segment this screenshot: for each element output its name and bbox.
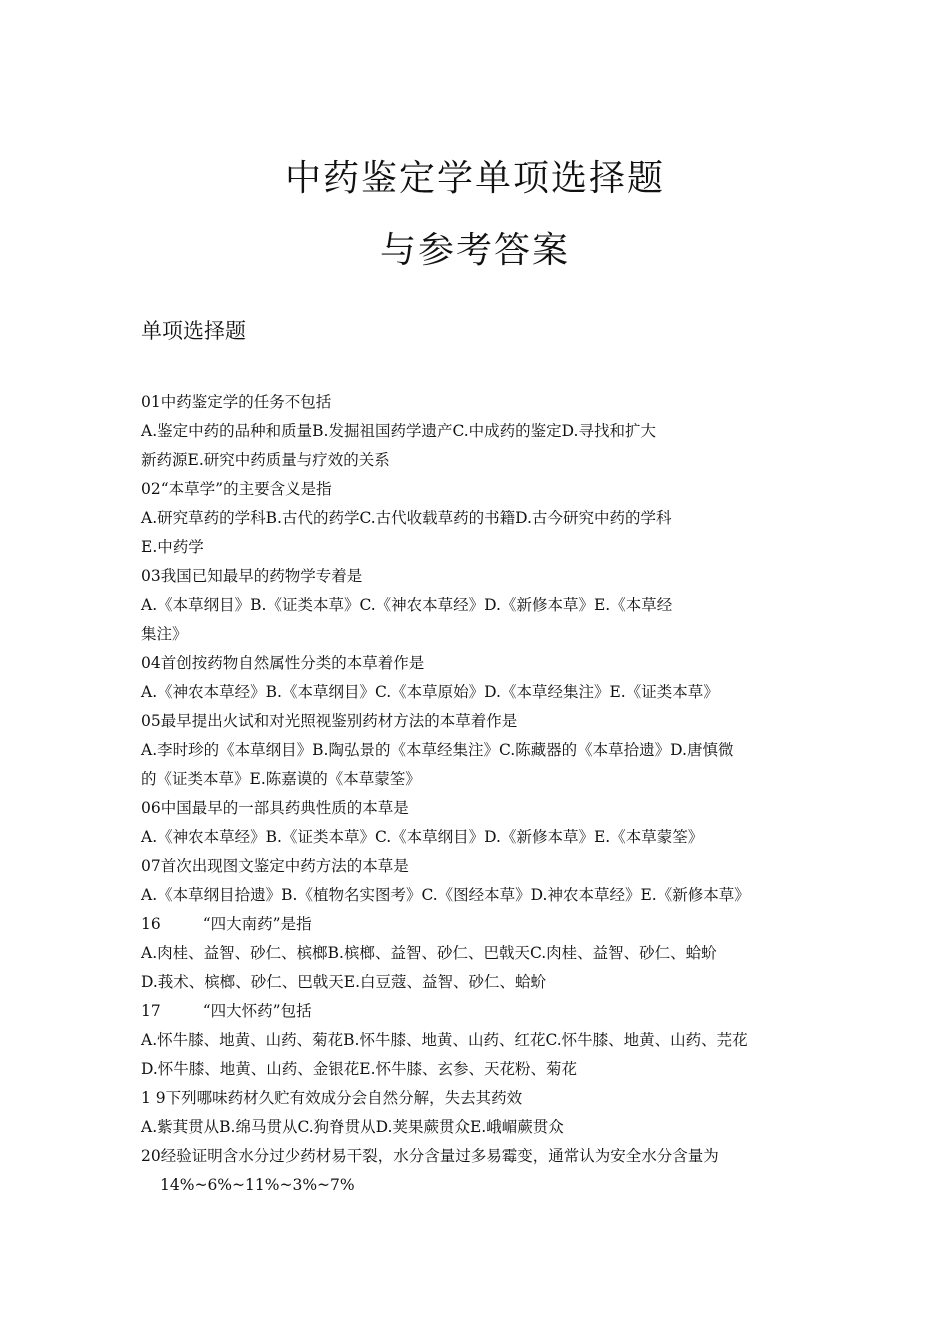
- question-17-options-cont: D.怀牛膝、地黄、山药、金银花E.怀牛膝、玄参、天花粉、菊花: [141, 1060, 578, 1078]
- question-04: 04首创按药物自然属性分类的本草着作是: [141, 654, 425, 672]
- question-02-options-cont: E.中药学: [141, 538, 204, 556]
- question-20: 20经验证明含水分过少药材易干裂，水分含量过多易霉变，通常认为安全水分含量为: [141, 1147, 719, 1165]
- question-list: [141, 388, 806, 1200]
- question-20-options: 14%~6%~11%~3%~7%: [160, 1176, 355, 1194]
- question-07: 07首次出现图文鉴定中药方法的本草是: [141, 857, 409, 875]
- question-02-options: A.研究草药的学科B.古代的药学C.古代收载草药的书籍D.古今研究中药的学科: [141, 509, 672, 527]
- question-03: 03我国已知最早的药物学专着是: [141, 567, 363, 585]
- question-19: 1 9下列哪味药材久贮有效成分会自然分解，失去其药效: [141, 1089, 523, 1107]
- question-05-options-cont: 的《证类本草》E.陈嘉谟的《本草蒙筌》: [141, 770, 421, 788]
- question-07-options: A.《本草纲目拾遗》B.《植物名实图考》C.《图经本草》D.神农本草经》E.《新修本草》: [141, 886, 750, 904]
- question-17-text: “四大怀药”包括: [202, 1002, 312, 1020]
- question-16-options-cont: D.莪术、槟榔、砂仁、巴戟天E.白豆蔻、益智、砂仁、蛤蚧: [141, 973, 547, 991]
- document-title: 中药鉴定学单项选择题: [284, 158, 665, 199]
- question-19-options: A.紫萁贯从B.绵马贯从C.狗脊贯从D.荚果蕨贯众E.峨嵋蕨贯众: [141, 1118, 564, 1136]
- section-heading: 单项选择题: [141, 319, 246, 343]
- question-01-options-cont: 新药源E.研究中药质量与疗效的关系: [141, 451, 390, 469]
- question-03-options-cont: 集注》: [141, 625, 188, 643]
- question-16-text: “四大南药”是指: [202, 915, 312, 933]
- question-16-options: A.肉桂、益智、砂仁、槟榔B.槟榔、益智、砂仁、巴戟天C.肉桂、益智、砂仁、蛤蚧: [141, 944, 717, 962]
- question-05-options: A.李时珍的《本草纲目》B.陶弘景的《本草经集注》C.陈藏器的《本草拾遗》D.唐慎微: [141, 741, 734, 759]
- question-05: 05最早提出火试和对光照视鉴别药材方法的本草着作是: [141, 712, 518, 730]
- question-17-options: A.怀牛膝、地黄、山药、菊花B.怀牛膝、地黄、山药、红花C.怀牛膝、地黄、山药、芫花: [141, 1031, 748, 1049]
- document-subtitle: 与参考答案: [379, 230, 570, 271]
- question-17-number: 17: [141, 1002, 161, 1020]
- question-01: 01中药鉴定学的任务不包括: [141, 393, 332, 411]
- question-01-options: A.鉴定中药的品种和质量B.发掘祖国药学遗产C.中成药的鉴定D.寻找和扩大: [141, 422, 656, 440]
- question-06-options: A.《神农本草经》B.《证类本草》C.《本草纲目》D.《新修本草》E.《本草蒙筌》: [141, 828, 704, 846]
- question-17: [141, 997, 806, 1026]
- question-02: 02“本草学”的主要含义是指: [141, 480, 332, 498]
- question-16: [141, 910, 806, 939]
- question-03-options: A.《本草纲目》B.《证类本草》C.《神农本草经》D.《新修本草》E.《本草经: [141, 596, 673, 614]
- question-06: 06中国最早的一部具药典性质的本草是: [141, 799, 409, 817]
- question-04-options: A.《神农本草经》B.《本草纲目》C.《本草原始》D.《本草经集注》E.《证类本草》: [141, 683, 719, 701]
- question-16-number: 16: [141, 915, 161, 933]
